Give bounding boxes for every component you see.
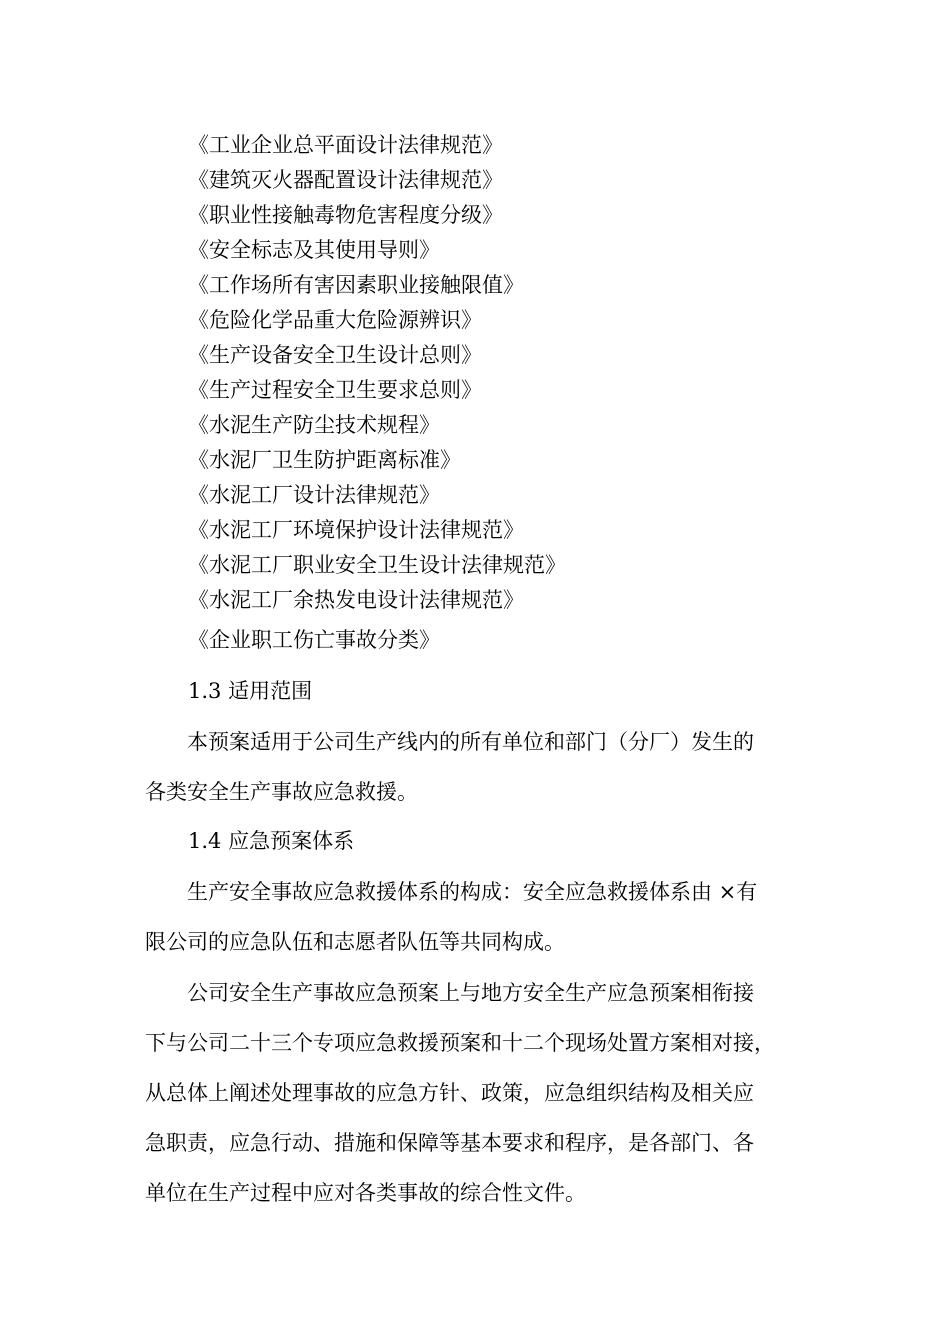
reference-item: 《工业企业总平面设计法律规范》 <box>188 133 503 157</box>
reference-item: 《水泥工厂环境保护设计法律规范》 <box>188 518 524 542</box>
reference-item: 《水泥工厂职业安全卫生设计法律规范》 <box>188 553 566 577</box>
reference-item: 《水泥工厂设计法律规范》 <box>188 483 440 507</box>
system-paragraph-2 <box>145 968 835 1218</box>
paragraph-line: 急职责，应急行动、措施和保障等基本要求和程序，是各部门、各 <box>145 1131 754 1155</box>
paragraph-line: 本预案适用于公司生产线内的所有单位和部门（分厂）发生的 <box>187 730 754 754</box>
reference-item: 《职业性接触毒物危害程度分级》 <box>188 203 503 227</box>
reference-item: 《水泥生产防尘技术规程》 <box>188 413 440 437</box>
reference-item: 《工作场所有害因素职业接触限值》 <box>188 273 524 297</box>
reference-item: 《水泥厂卫生防护距离标准》 <box>188 448 461 472</box>
reference-item: 《企业职工伤亡事故分类》 <box>188 628 440 652</box>
reference-item: 《建筑灭火器配置设计法律规范》 <box>188 168 503 192</box>
reference-item: 《生产设备安全卫生设计总则》 <box>188 343 482 367</box>
paragraph-line: 从总体上阐述处理事故的应急方针、政策，应急组织结构及相关应 <box>145 1081 754 1105</box>
section-heading-scope: 1.3 适用范围 <box>188 679 313 703</box>
reference-list <box>188 128 566 658</box>
reference-item: 《安全标志及其使用导则》 <box>188 238 440 262</box>
paragraph-line: 生产安全事故应急救援体系的构成：安全应急救援体系由 ×有 <box>187 880 758 904</box>
reference-item: 《危险化学品重大危险源辨识》 <box>188 308 482 332</box>
reference-item: 《生产过程安全卫生要求总则》 <box>188 378 482 402</box>
scope-paragraph <box>145 717 835 817</box>
paragraph-line: 公司安全生产事故应急预案上与地方安全生产应急预案相衔接 <box>187 981 754 1005</box>
reference-item: 《水泥工厂余热发电设计法律规范》 <box>188 588 524 612</box>
paragraph-line: 限公司的应急队伍和志愿者队伍等共同构成。 <box>145 930 565 954</box>
section-heading-system: 1.4 应急预案体系 <box>188 829 355 853</box>
paragraph-line: 下与公司二十三个专项应急救援预案和十二个现场处置方案相对接， <box>145 1031 775 1055</box>
paragraph-line: 各类安全生产事故应急救援。 <box>145 780 418 804</box>
paragraph-line: 单位在生产过程中应对各类事故的综合性文件。 <box>145 1181 586 1205</box>
system-paragraph-1 <box>145 867 835 967</box>
